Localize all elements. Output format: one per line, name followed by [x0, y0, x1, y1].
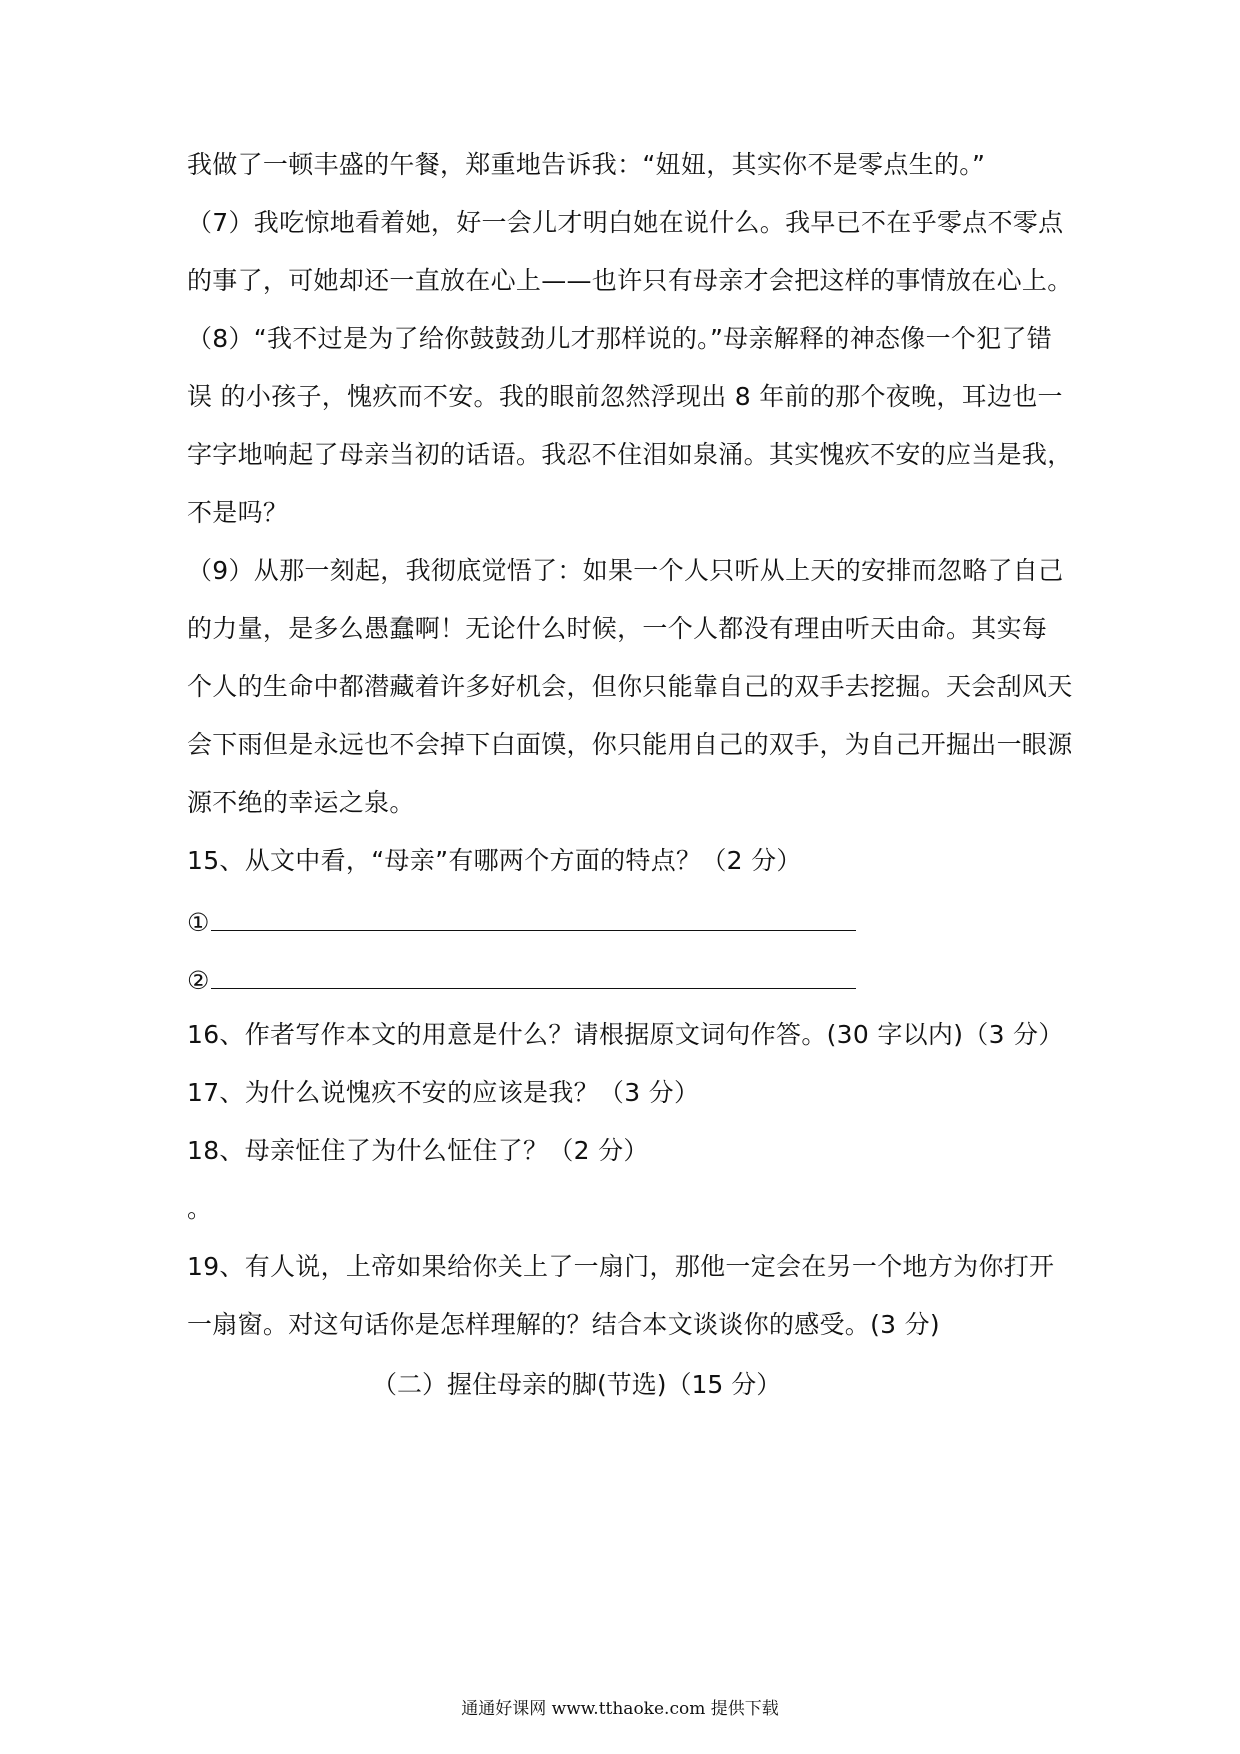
question-17: 17、为什么说愧疚不安的应该是我？（3 分） [187, 1078, 700, 1107]
answer-marker-1: ① [187, 908, 210, 937]
paragraph-line-4: （8）“我不过是为了给你鼓鼓劲儿才那样说的。”母亲解释的神态像一个犯了错 [187, 324, 1053, 353]
answer-line-1[interactable] [187, 906, 856, 940]
answer-blank-2[interactable] [211, 966, 856, 989]
section-title: （二）握住母亲的脚(节选)（15 分） [372, 1370, 782, 1399]
paragraph-line-9: 的力量，是多么愚蠢啊！无论什么时候，一个人都没有理由听天由命。其实每 [187, 614, 1048, 643]
paragraph-line-12: 源不绝的幸运之泉。 [187, 788, 415, 817]
question-15: 15、从文中看，“母亲”有哪两个方面的特点？（2 分） [187, 846, 802, 875]
paragraph-line-3: 的事了，可她却还一直放在心上——也许只有母亲才会把这样的事情放在心上。 [187, 266, 1073, 295]
question-19-line-2: 一扇窗。对这句话你是怎样理解的？结合本文谈谈你的感受。(3 分) [187, 1310, 940, 1339]
paragraph-line-8: （9）从那一刻起，我彻底觉悟了：如果一个人只听从上天的安排而忽略了自己 [187, 556, 1064, 585]
question-19-line-1: 19、有人说，上帝如果给你关上了一扇门，那他一定会在另一个地方为你打开 [187, 1252, 1055, 1281]
paragraph-line-5: 误 的小孩子，愧疚而不安。我的眼前忽然浮现出 8 年前的那个夜晚，耳边也一 [187, 382, 1063, 411]
paragraph-line-10: 个人的生命中都潜藏着许多好机会，但你只能靠自己的双手去挖掘。天会刮风天 [187, 672, 1073, 701]
answer-period: 。 [187, 1194, 213, 1223]
answer-line-2[interactable] [187, 964, 856, 998]
paragraph-line-6: 字字地响起了母亲当初的话语。我忍不住泪如泉涌。其实愧疚不安的应当是我， [187, 440, 1073, 469]
paragraph-line-11: 会下雨但是永远也不会掉下白面馍，你只能用自己的双手，为自己开掘出一眼源 [187, 730, 1073, 759]
answer-blank-1[interactable] [211, 908, 856, 931]
paragraph-line-2: （7）我吃惊地看着她，好一会儿才明白她在说什么。我早已不在乎零点不零点 [187, 208, 1064, 237]
question-18: 18、母亲怔住了为什么怔住了？（2 分） [187, 1136, 649, 1165]
footer-credit: 通通好课网 www.tthaoke.com 提供下载 [461, 1699, 779, 1719]
paragraph-line-1: 我做了一顿丰盛的午餐，郑重地告诉我：“妞妞，其实你不是零点生的。” [187, 150, 986, 179]
paragraph-line-7: 不是吗？ [187, 498, 289, 527]
answer-marker-2: ② [187, 966, 210, 995]
question-16: 16、作者写作本文的用意是什么？请根据原文词句作答。(30 字以内)（3 分） [187, 1020, 1064, 1049]
